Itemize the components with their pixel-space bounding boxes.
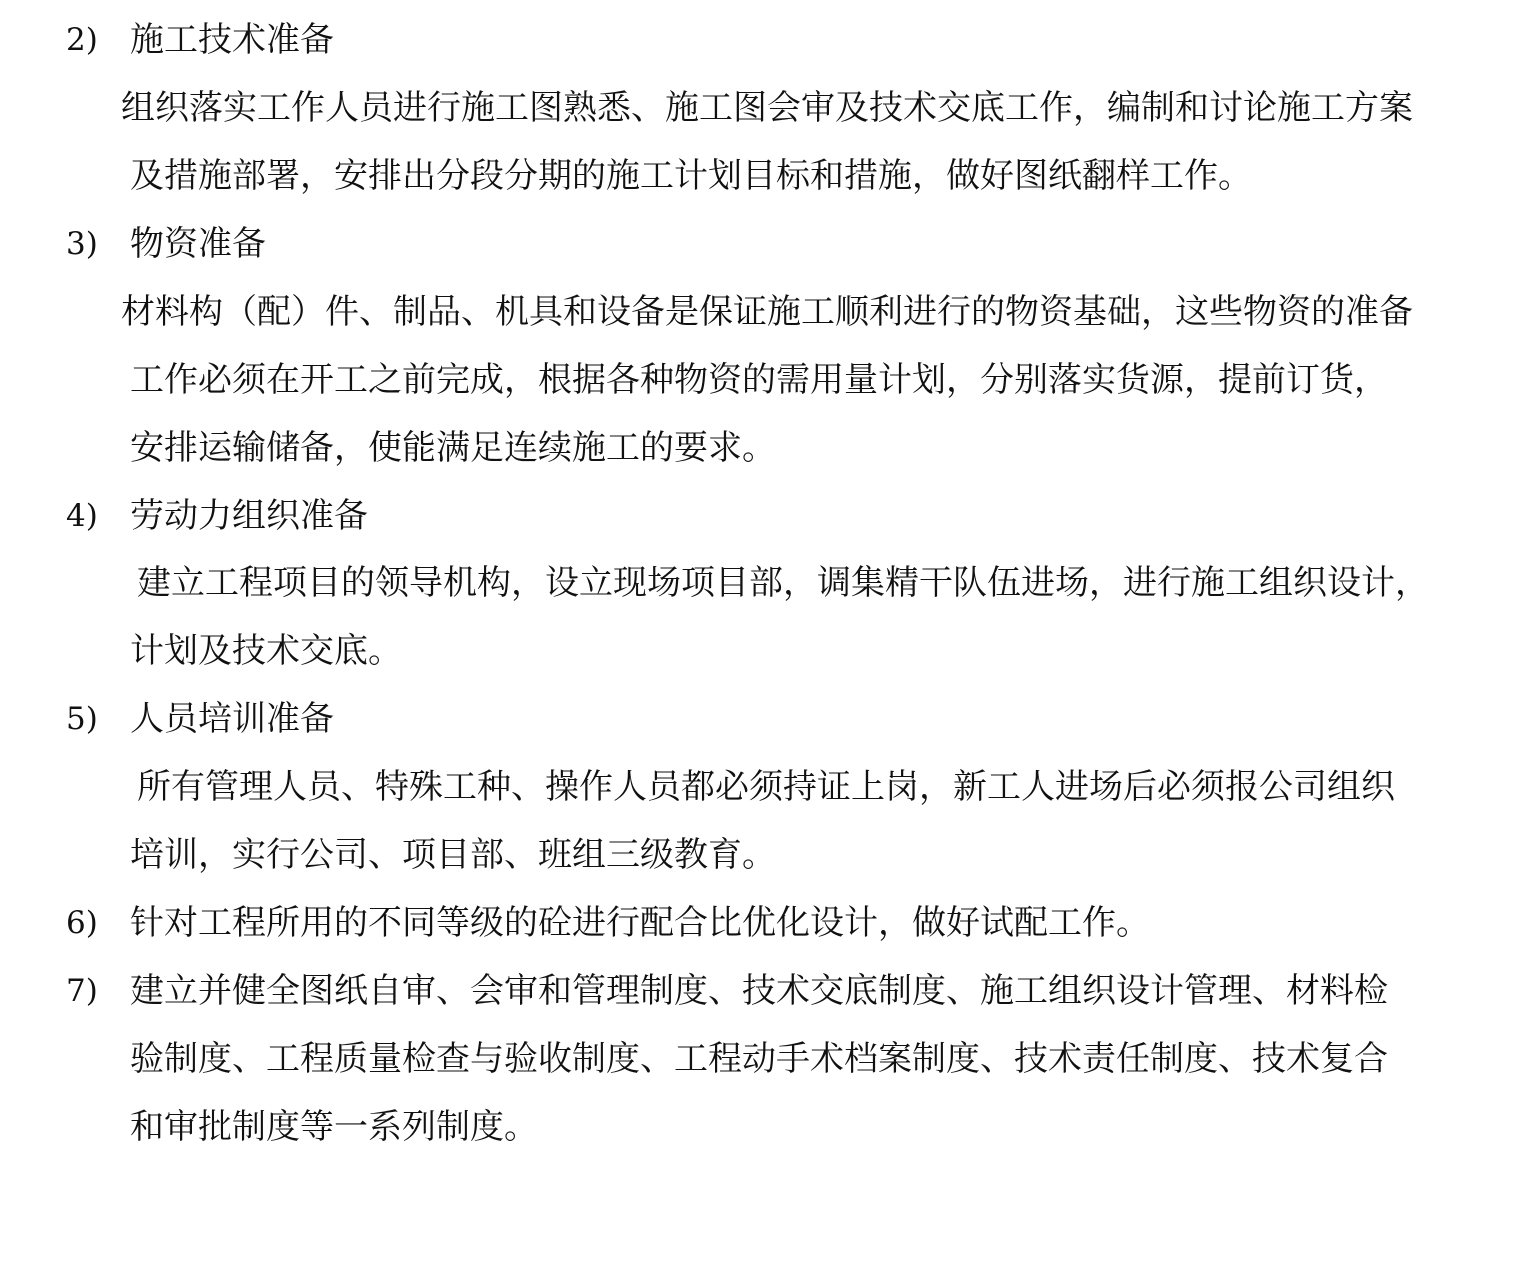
section-title: 针对工程所用的不同等级的砼进行配合比优化设计，做好试配工作。: [130, 903, 1150, 943]
paragraph-line: 和审批制度等一系列制度。: [130, 1107, 538, 1147]
paragraph-line: 验制度、工程质量检查与验收制度、工程动手术档案制度、技术责任制度、技术复合: [130, 1039, 1388, 1079]
section-title: 劳动力组织准备: [130, 496, 368, 536]
paragraph-line: 计划及技术交底。: [130, 631, 402, 671]
section-title: 物资准备: [130, 224, 266, 264]
paragraph-line: 及措施部署，安排出分段分期的施工计划目标和措施，做好图纸翻样工作。: [130, 156, 1252, 196]
section-number: 3): [66, 226, 98, 262]
paragraph-line: 安排运输储备，使能满足连续施工的要求。: [130, 428, 776, 468]
paragraph-line: 工作必须在开工之前完成，根据各种物资的需用量计划，分别落实货源，提前订货，: [130, 360, 1388, 400]
section-title: 施工技术准备: [130, 20, 334, 60]
section-number: 2): [66, 22, 98, 58]
section-number: 4): [66, 498, 98, 534]
paragraph-line: 所有管理人员、特殊工种、操作人员都必须持证上岗，新工人进场后必须报公司组织: [137, 767, 1395, 807]
paragraph-line: 培训，实行公司、项目部、班组三级教育。: [130, 835, 776, 875]
section-title: 人员培训准备: [130, 699, 334, 739]
paragraph-line: 材料构（配）件、制品、机具和设备是保证施工顺利进行的物资基础，这些物资的准备: [121, 292, 1413, 332]
section-number: 5): [66, 701, 98, 737]
paragraph-line: 组织落实工作人员进行施工图熟悉、施工图会审及技术交底工作，编制和讨论施工方案: [121, 88, 1413, 128]
section-title: 建立并健全图纸自审、会审和管理制度、技术交底制度、施工组织设计管理、材料检: [130, 971, 1388, 1011]
paragraph-line: 建立工程项目的领导机构，设立现场项目部，调集精干队伍进场，进行施工组织设计，: [137, 563, 1429, 603]
section-number: 7): [66, 973, 98, 1009]
section-number: 6): [66, 905, 98, 941]
